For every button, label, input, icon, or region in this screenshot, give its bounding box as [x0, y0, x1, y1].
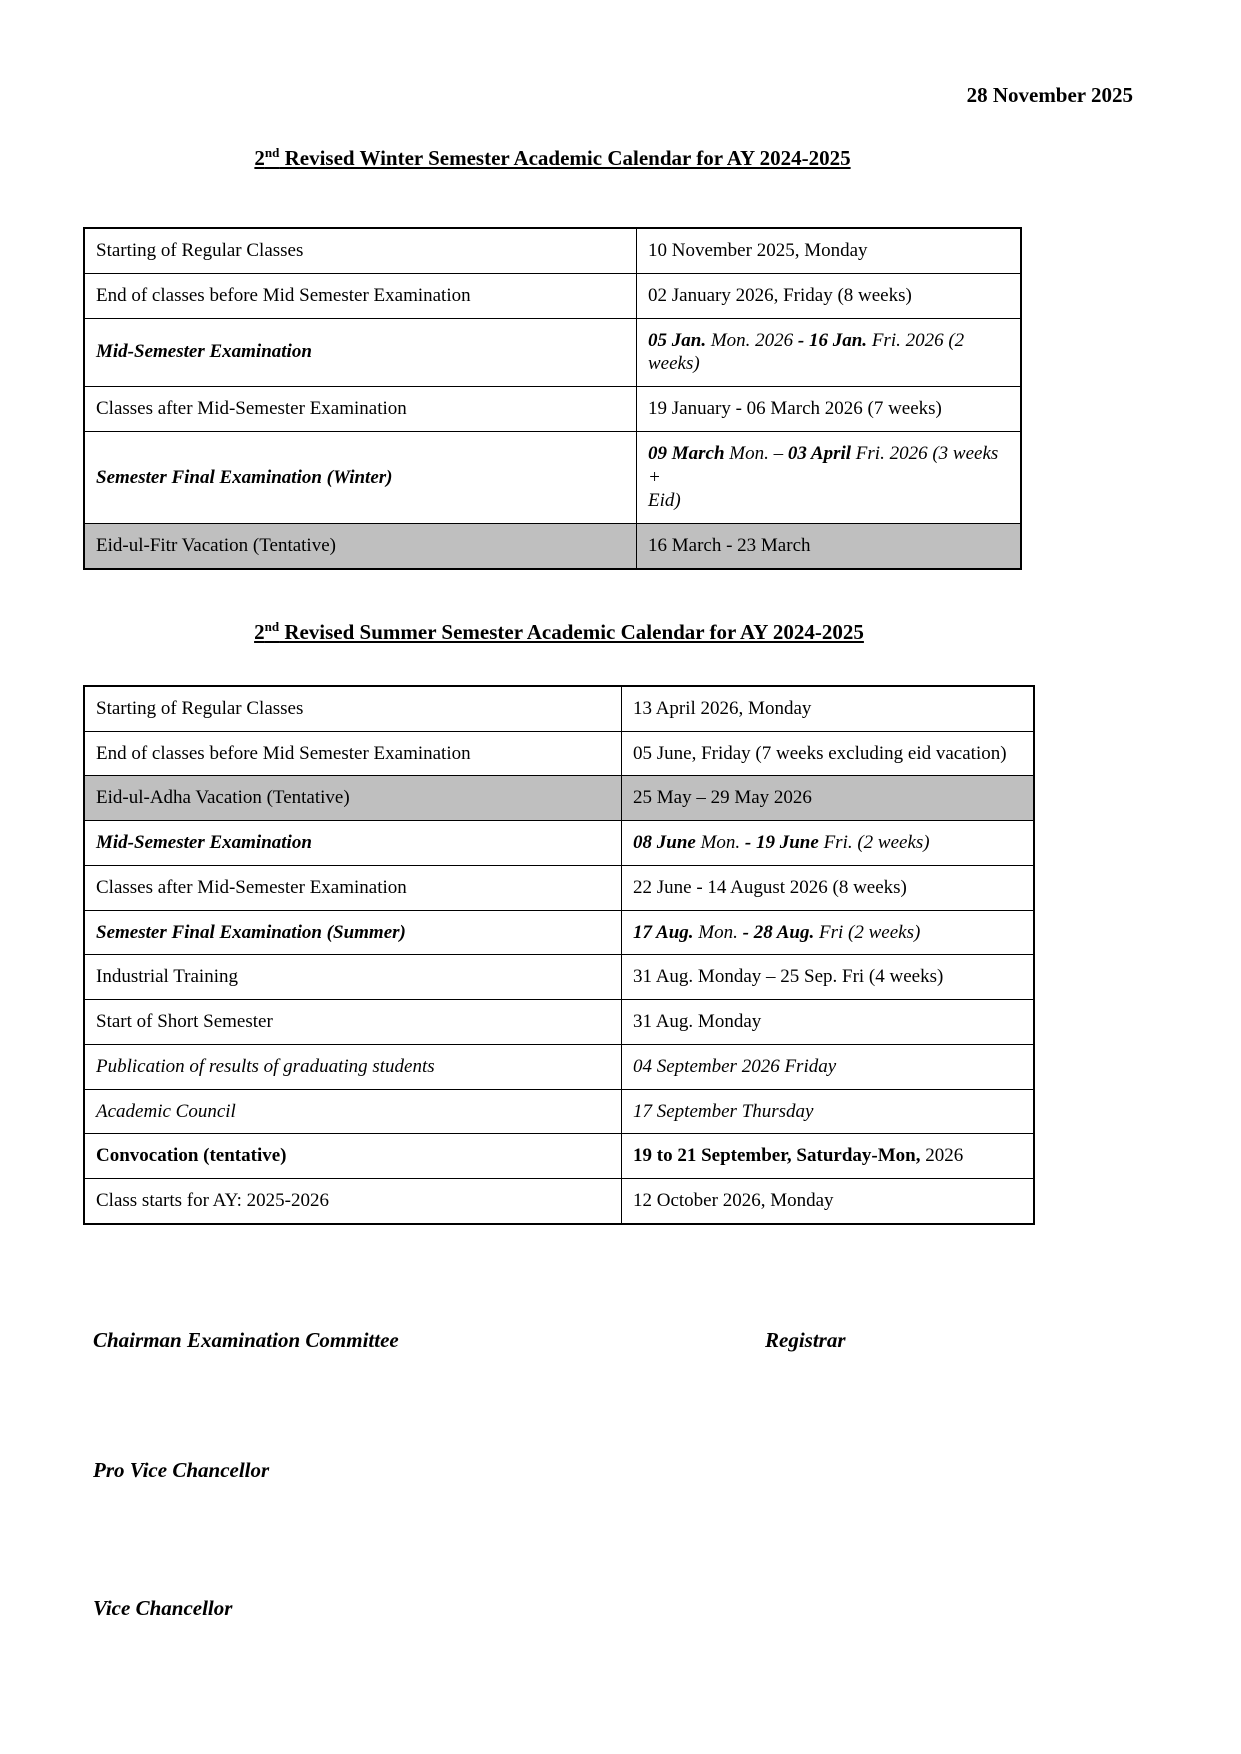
event-label-cell [84, 731, 622, 776]
text-segment: 08 June [633, 832, 696, 853]
table-row [84, 910, 1034, 955]
table-row [84, 228, 1021, 273]
summer-calendar-table [83, 685, 1035, 1225]
text-segment: 19 January - 06 March 2026 (7 weeks) [648, 398, 942, 419]
event-date-cell [637, 318, 1022, 387]
text-segment: 02 January 2026, Friday (8 weeks) [648, 284, 912, 306]
event-date-cell [622, 731, 1035, 776]
signature-chairman-examination-committee: Chairman Examination Committee [93, 1327, 399, 1352]
winter-title-ordinal: nd [264, 145, 280, 160]
text-segment: End of classes before Mid Semester Examination [96, 742, 471, 764]
text-segment: Classes after Mid-Semester Examination [96, 398, 407, 419]
text-segment: End of classes before Mid Semester Examination [96, 284, 471, 306]
text-segment: Convocation (tentative) [96, 1145, 287, 1167]
summer-title-ordinal: nd [264, 618, 280, 634]
summer-title [83, 620, 1035, 645]
event-label-cell [84, 1134, 622, 1179]
winter-calendar-table [83, 227, 1022, 570]
event-date-cell [622, 821, 1035, 866]
text-segment: 09 March [648, 442, 725, 464]
winter-title-number: 2 [254, 146, 265, 170]
text-segment: Mon. [695, 832, 745, 853]
winter-title [83, 146, 1022, 171]
event-label-cell [84, 1000, 622, 1045]
text-segment: Fri. 2026 (2 weeks) [648, 329, 965, 375]
table-row [84, 1134, 1034, 1179]
event-label-cell [84, 821, 622, 866]
event-date-cell [622, 686, 1035, 731]
text-segment: 04 September 2026 Friday [633, 1055, 837, 1077]
event-date-cell [622, 1089, 1035, 1134]
table-row [84, 387, 1021, 432]
event-date-cell [622, 865, 1035, 910]
text-segment: Mid-Semester Examination [96, 832, 312, 853]
text-segment: Eid-ul-Fitr Vacation (Tentative) [96, 535, 336, 556]
text-segment: Fri (2 weeks) [814, 921, 921, 943]
text-segment: 25 May – 29 May 2026 [633, 787, 812, 809]
text-segment: Academic Council [96, 1100, 236, 1122]
table-row [84, 1179, 1034, 1224]
event-date-cell [622, 776, 1035, 821]
summer-title-text: Revised Summer Semester Academic Calendar for AY 2024-2025 [279, 619, 864, 644]
text-segment: Start of Short Semester [96, 1011, 273, 1032]
text-segment: 17 September Thursday [633, 1100, 814, 1122]
signature-pro-vice-chancellor: Pro Vice Chancellor [93, 1457, 270, 1482]
table-row [84, 1044, 1034, 1089]
text-segment: Class starts for AY: 2025-2026 [96, 1190, 329, 1211]
text-segment: Starting of Regular Classes [96, 697, 304, 719]
table-row [84, 524, 1021, 569]
text-segment: Fri. 2026 (3 weeks + [648, 442, 999, 488]
event-label-cell [84, 955, 622, 1000]
event-label-cell [84, 387, 637, 432]
event-label-cell [84, 318, 637, 387]
text-segment: Eid) [648, 490, 681, 512]
text-segment: 22 June - 14 August 2026 (8 weeks) [633, 876, 907, 898]
text-segment: 05 June, Friday (7 weeks excluding eid vacation) [633, 742, 1007, 764]
signature-registrar: Registrar [765, 1327, 846, 1352]
event-label-cell [84, 431, 637, 523]
table-row [84, 431, 1021, 523]
text-segment: Mon. [693, 921, 743, 943]
text-segment: Semester Final Examination (Summer) [96, 921, 406, 943]
event-label-cell [84, 1044, 622, 1089]
event-label-cell [84, 228, 637, 273]
text-segment: - 19 June [744, 832, 819, 853]
event-date-cell [622, 1179, 1035, 1224]
text-segment: Mon. 2026 [706, 329, 798, 351]
text-segment: Fri. (2 weeks) [818, 832, 930, 853]
text-segment: Industrial Training [96, 966, 238, 988]
text-segment: 05 Jan. [648, 329, 707, 351]
text-segment: Starting of Regular Classes [96, 240, 304, 261]
event-label-cell [84, 1179, 622, 1224]
text-segment: Classes after Mid-Semester Examination [96, 876, 407, 898]
text-segment: 31 Aug. Monday [633, 1011, 762, 1032]
table-row [84, 821, 1034, 866]
event-label-cell [84, 686, 622, 731]
table-row [84, 1000, 1034, 1045]
text-segment: - 28 Aug. [742, 921, 815, 943]
winter-section [0, 146, 1241, 570]
text-segment: Mid-Semester Examination [96, 341, 312, 363]
text-segment: - 16 Jan. [797, 329, 868, 351]
event-date-cell [637, 431, 1022, 523]
event-label-cell [84, 865, 622, 910]
event-date-cell [622, 1044, 1035, 1089]
document-date: 28 November 2025 [966, 83, 1133, 107]
text-segment: Mon. – [724, 442, 788, 464]
text-segment: 17 Aug. [633, 921, 694, 943]
table-row [84, 776, 1034, 821]
event-date-cell [622, 1000, 1035, 1045]
text-segment: 2026 [920, 1145, 964, 1167]
event-date-cell [637, 273, 1022, 318]
event-label-cell [84, 776, 622, 821]
summer-section [0, 620, 1241, 1225]
table-row [84, 686, 1034, 731]
table-row [84, 955, 1034, 1000]
signature-row [93, 1328, 1045, 1356]
event-label-cell [84, 273, 637, 318]
summer-title-number: 2 [254, 619, 265, 644]
text-segment: 10 November 2025, Monday [648, 240, 868, 261]
text-segment: 31 Aug. Monday – 25 Sep. Fri (4 weeks) [633, 966, 944, 988]
event-date-cell [637, 524, 1022, 569]
event-date-cell [622, 910, 1035, 955]
text-segment: 12 October 2026, Monday [633, 1190, 834, 1211]
winter-title-text: Revised Winter Semester Academic Calendar for AY 2024-2025 [279, 146, 851, 170]
signature-vice-chancellor: Vice Chancellor [93, 1595, 233, 1620]
event-date-cell [622, 1134, 1035, 1179]
text-segment: 13 April 2026, Monday [633, 697, 812, 719]
table-row [84, 865, 1034, 910]
event-label-cell [84, 524, 637, 569]
text-segment: 16 March - 23 March [648, 535, 811, 556]
table-row [84, 273, 1021, 318]
event-label-cell [84, 1089, 622, 1134]
event-date-cell [622, 955, 1035, 1000]
text-segment: Eid-ul-Adha Vacation (Tentative) [96, 787, 350, 809]
event-date-cell [637, 228, 1022, 273]
event-date-cell [637, 387, 1022, 432]
table-row [84, 731, 1034, 776]
text-segment: Semester Final Examination (Winter) [96, 466, 393, 488]
table-row [84, 318, 1021, 387]
event-label-cell [84, 910, 622, 955]
text-segment: 19 to 21 September, Saturday-Mon, [633, 1145, 921, 1167]
table-row [84, 1089, 1034, 1134]
text-segment: Publication of results of graduating students [96, 1055, 435, 1077]
text-segment: 03 April [787, 442, 852, 464]
